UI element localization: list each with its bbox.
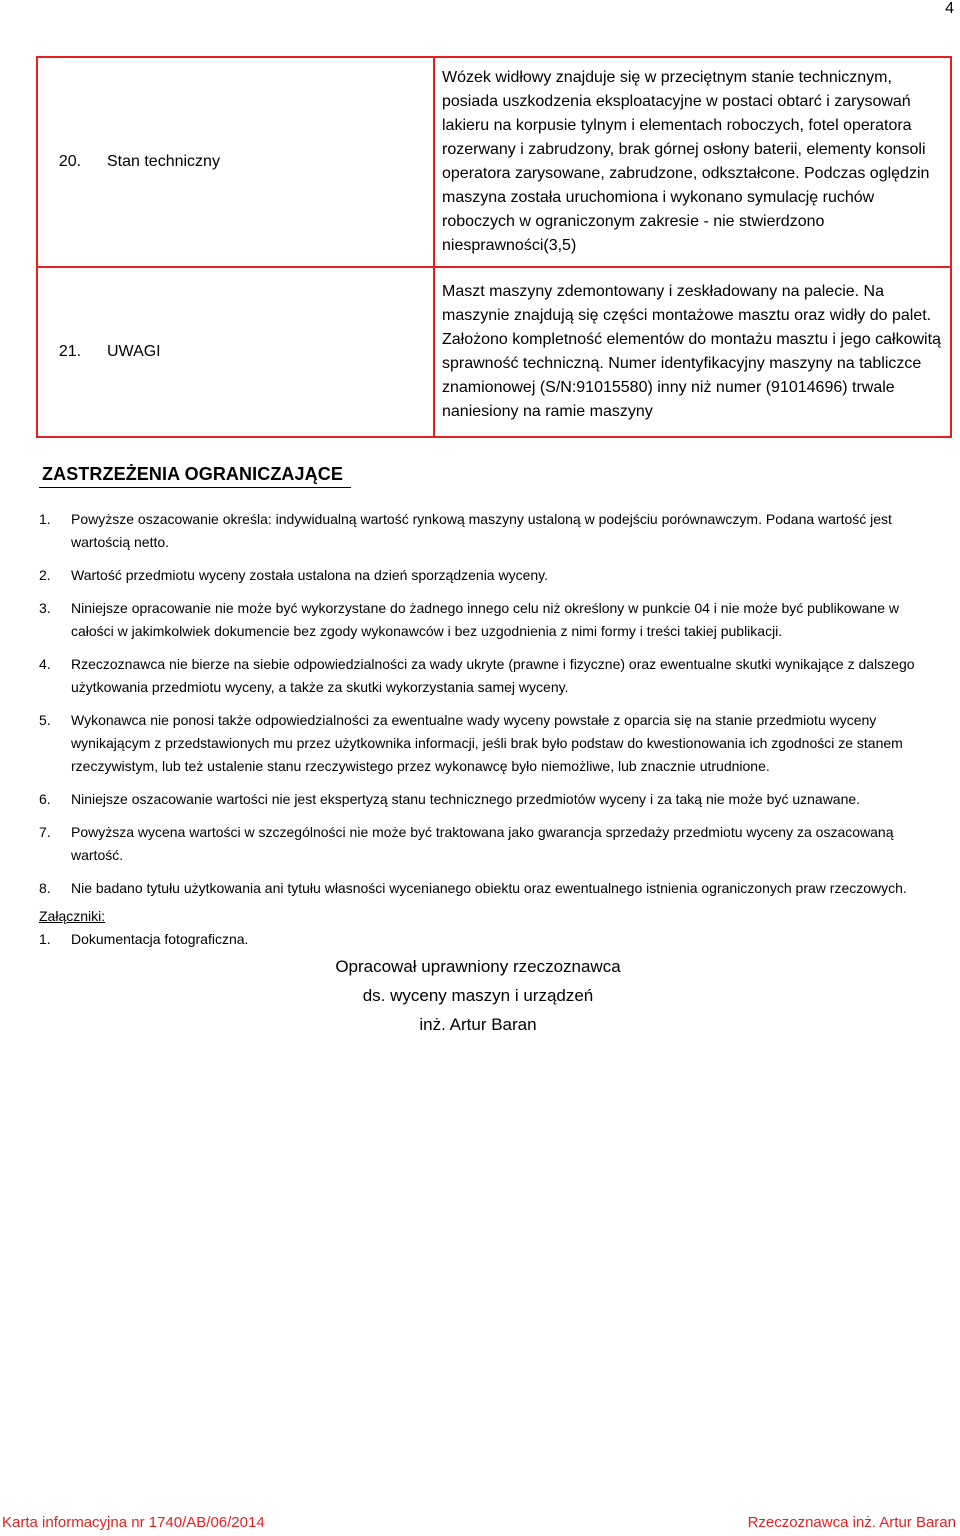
item-number: 7. <box>39 824 51 840</box>
row-label: UWAGI <box>102 267 434 437</box>
item-text: Rzeczoznawca nie bierze na siebie odpowiedzialności za wady ukryte (prawne i fizyczne) oraz ewentualne skutki wynikające z dalszego użytkowania przedmiotu wyceny, a także za skutki wykorzystania samej wyceny. <box>71 656 915 695</box>
list-item <box>39 877 939 900</box>
attachments-section <box>39 905 248 951</box>
item-number: 1. <box>39 931 51 947</box>
item-number: 4. <box>39 656 51 672</box>
table-row-remarks <box>37 267 951 437</box>
row-number: 20. <box>37 57 102 267</box>
item-number: 2. <box>39 567 51 583</box>
item-number: 5. <box>39 712 51 728</box>
footer-author: Rzeczoznawca inż. Artur Baran <box>747 1514 956 1531</box>
item-text: Nie badano tytułu użytkowania ani tytułu własności wycenianego obiektu oraz ewentualnego istnienia ograniczonych praw rzeczowych. <box>71 880 907 896</box>
list-item <box>39 821 939 867</box>
item-number: 3. <box>39 600 51 616</box>
restrictions-heading: ZASTRZEŻENIA OGRANICZAJĄCE <box>39 464 351 488</box>
list-item <box>39 597 939 643</box>
restrictions-section <box>39 464 939 910</box>
details-table <box>36 56 952 438</box>
table-row-technical-condition <box>37 57 951 267</box>
signature-line-title: Opracował uprawniony rzeczoznawca <box>335 957 621 976</box>
list-item <box>39 564 939 587</box>
list-item <box>39 508 939 554</box>
list-item <box>39 788 939 811</box>
row-text: Maszt maszyny zdemontowany i zeskładowany na palecie. Na maszynie znajdują się części montażowe masztu oraz widły do palet. Założono kompletność elementów do montażu masztu i jego całkowitą sprawność techniczną. Numer identyfikacyjny maszyny na tabliczce znamionowej (S/N:91015580) inny niż numer (91014696) trwale naniesiony na ramie maszyny <box>434 267 951 437</box>
attachments-label: Załączniki: <box>39 908 106 924</box>
item-number: 8. <box>39 880 51 896</box>
item-text: Dokumentacja fotograficzna. <box>71 931 249 947</box>
page-number: 4 <box>945 0 954 17</box>
row-number: 21. <box>37 267 102 437</box>
signature-line-name: inż. Artur Baran <box>419 1015 537 1034</box>
item-text: Niniejsze oszacowanie wartości nie jest ekspertyzą stanu technicznego przedmiotów wyceny i za taką nie może być uznawane. <box>71 791 861 807</box>
item-number: 6. <box>39 791 51 807</box>
item-text: Powyższe oszacowanie określa: indywidualną wartość rynkową maszyny ustaloną w podejściu porównawczym. Podana wartość jest wartością netto. <box>71 511 892 550</box>
item-text: Powyższa wycena wartości w szczególności nie może być traktowana jako gwarancja sprzedaży przedmiotu wyceny za oszacowaną wartość. <box>71 824 894 863</box>
restrictions-list <box>39 508 939 900</box>
item-number: 1. <box>39 511 51 527</box>
item-text: Wartość przedmiotu wyceny została ustalona na dzień sporządzenia wyceny. <box>71 567 549 583</box>
list-item <box>39 653 939 699</box>
row-label: Stan techniczny <box>102 57 434 267</box>
row-text: Wózek widłowy znajduje się w przeciętnym stanie technicznym, posiada uszkodzenia eksploatacyjne w postaci obtarć i zarysowań lakieru na korpusie tylnym i elementach roboczych, fotel operatora rozerwany i zabrudzony, brak górnej osłony baterii, elementy konsoli operatora zarysowane, zabrudzone, odkształcone. Podczas oględzin maszyna została uruchomiona i wykonano symulację ruchów roboczych w ograniczonym zakresie - nie stwierdzono niesprawności(3,5) <box>434 57 951 267</box>
signature-block <box>238 952 718 1039</box>
list-item <box>39 928 248 951</box>
footer-document-id: Karta informacyjna nr 1740/AB/06/2014 <box>2 1514 265 1531</box>
item-text: Niniejsze opracowanie nie może być wykorzystane do żadnego innego celu niż określony w punkcie 04 i nie może być publikowane w całości w jakimkolwiek dokumencie bez zgody wykonawców i bez uzgodnienia z nimi formy i treści takiej publikacji. <box>71 600 900 639</box>
list-item <box>39 709 939 778</box>
signature-line-specialty: ds. wyceny maszyn i urządzeń <box>362 986 594 1005</box>
item-text: Wykonawca nie ponosi także odpowiedzialności za ewentualne wady wyceny powstałe z oparcia się na stanie przedmiotu wyceny wynikającym z przedstawionych mu przez użytkownika informacji, jeśli brak było podstaw do kwestionowania ich zgodności ze stanem rzeczywistym, lub też ustalenie stanu rzeczywistego przez wykonawcę było niemożliwe, lub znacznie utrudnione. <box>71 712 903 774</box>
